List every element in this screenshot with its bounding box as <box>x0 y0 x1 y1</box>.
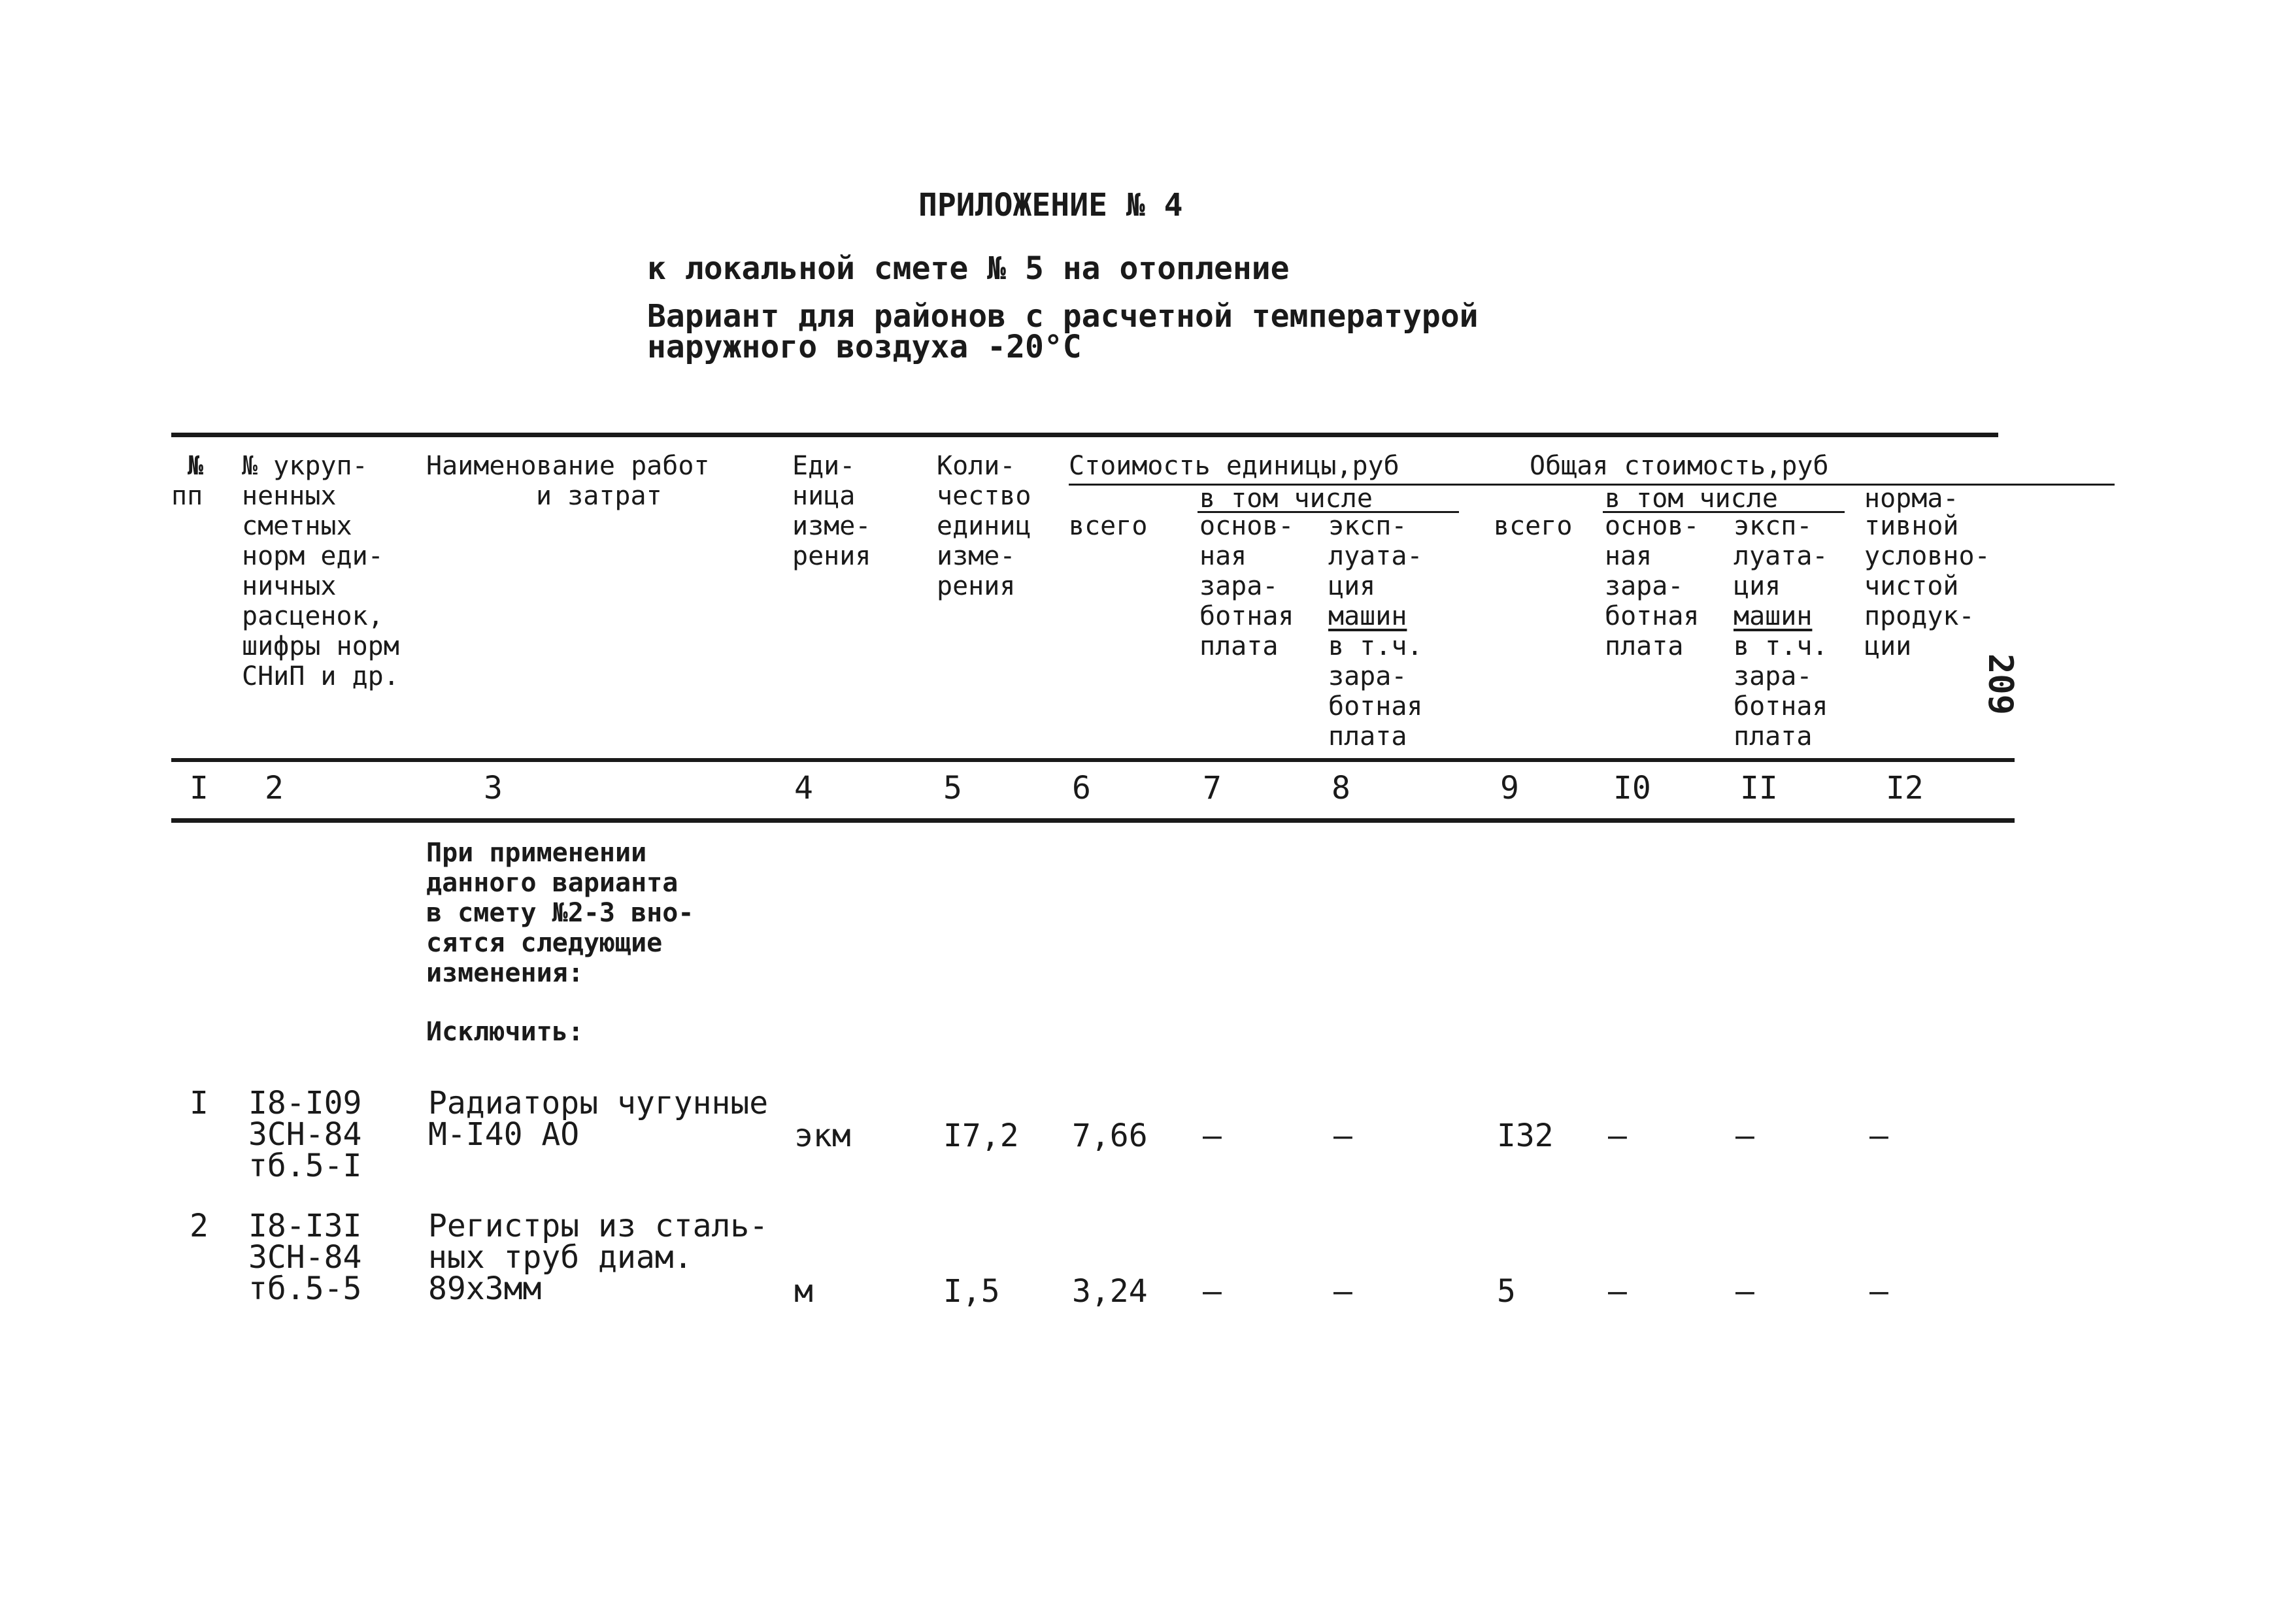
variant-line-2: наружного воздуха -20°С <box>647 329 1082 365</box>
variant-line-1: Вариант для районов с расчетной температурой <box>647 298 1479 335</box>
table-top-rule <box>171 433 1998 437</box>
header-unit-cost: Стоимость единицы,руб <box>1069 451 1399 481</box>
header-incl-unit: в том числе <box>1199 484 1373 514</box>
numbers-bottom-rule <box>171 818 2015 823</box>
header-incl-total: в том числе <box>1605 484 1778 514</box>
header-vsego-total: всего <box>1494 511 1573 541</box>
page-number: 209 <box>1981 654 2020 715</box>
header-bottom-rule <box>171 758 2015 762</box>
exclude-label: Исключить: <box>426 1017 584 1047</box>
header-vsego-unit: всего <box>1069 511 1148 541</box>
page-title: ПРИЛОЖЕНИЕ № 4 <box>918 187 1183 224</box>
header-total-cost: Общая стоимость,руб <box>1530 451 1829 481</box>
subtitle: к локальной смете № 5 на отопление <box>647 250 1290 287</box>
